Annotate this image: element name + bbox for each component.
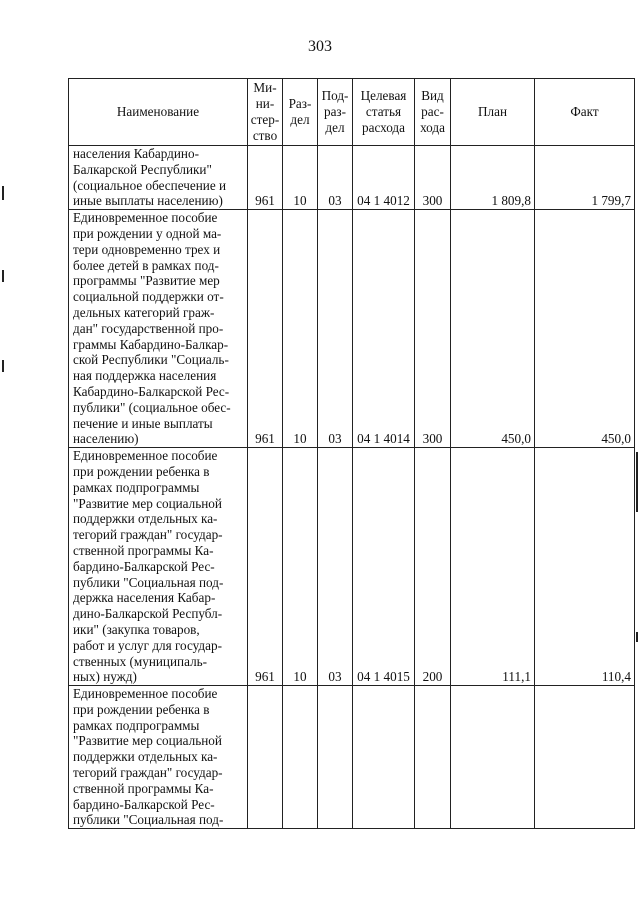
header-ministry: Ми- ни- стер- ство: [248, 79, 283, 146]
row-fact: 450,0: [535, 210, 635, 448]
scan-mark-left-top: [2, 186, 4, 200]
row-fact: 110,4: [535, 448, 635, 686]
row-target: [353, 686, 415, 829]
row-kind: 300: [415, 210, 451, 448]
header-plan: План: [451, 79, 535, 146]
row-kind: 300: [415, 146, 451, 210]
row-name: Единовременное пособие при рождении ребенка в рамках подпрограммы "Развитие мер социальной поддержки отдельных ка- тегорий граждан" государ- ственной программы Ка- бардино-Балкарской Рес- публики "Социальная под- держка населения Кабар- дино-Балкарской Республ- ики" (закупка товаров, работ и услуг для государ- ственных (муниципаль- ных) нужд): [69, 448, 248, 686]
header-name: Наименование: [69, 79, 248, 146]
header-kind: Вид рас- хода: [415, 79, 451, 146]
row-section: 10: [283, 448, 318, 686]
table-row: [69, 448, 635, 686]
scan-mark-left-middle: [2, 270, 4, 282]
scan-mark-right-bottom: [636, 632, 638, 642]
row-plan: 1 809,8: [451, 146, 535, 210]
row-plan: 450,0: [451, 210, 535, 448]
scan-mark-right-top: [636, 452, 638, 512]
row-ministry: 961: [248, 146, 283, 210]
row-kind: [415, 686, 451, 829]
row-fact: [535, 686, 635, 829]
row-subsection: 03: [318, 210, 353, 448]
header-row: [69, 79, 635, 146]
budget-table: [68, 78, 635, 829]
row-target: 04 1 4015: [353, 448, 415, 686]
row-subsection: [318, 686, 353, 829]
header-section: Раз- дел: [283, 79, 318, 146]
row-section: 10: [283, 146, 318, 210]
row-ministry: [248, 686, 283, 829]
row-section: 10: [283, 210, 318, 448]
header-target: Целевая статья расхода: [353, 79, 415, 146]
table-row: [69, 210, 635, 448]
row-kind: 200: [415, 448, 451, 686]
row-target: 04 1 4012: [353, 146, 415, 210]
page-number: 303: [308, 38, 332, 55]
row-subsection: 03: [318, 448, 353, 686]
scan-mark-left-bottom: [2, 360, 4, 372]
row-fact: 1 799,7: [535, 146, 635, 210]
row-plan: [451, 686, 535, 829]
header-subsection: Под- раз- дел: [318, 79, 353, 146]
row-section: [283, 686, 318, 829]
header-fact: Факт: [535, 79, 635, 146]
row-target: 04 1 4014: [353, 210, 415, 448]
row-ministry: 961: [248, 448, 283, 686]
row-name: Единовременное пособие при рождении ребенка в рамках подпрограммы "Развитие мер социальной поддержки отдельных ка- тегорий граждан" государ- ственной программы Ка- бардино-Балкарской Рес- публики "Социальная под-: [69, 686, 248, 829]
table-row: [69, 146, 635, 210]
row-ministry: 961: [248, 210, 283, 448]
row-subsection: 03: [318, 146, 353, 210]
row-plan: 111,1: [451, 448, 535, 686]
row-name: Единовременное пособие при рождении у одной ма- тери одновременно трех и более детей в рамках под- программы "Развитие мер социальной поддержки от- дельных категорий граж- дан" государственной про- граммы Кабардино-Балкар- ской Республики "Социаль- ная поддержка населения Кабардино-Балкарской Рес- публики" (социальное обес- печение и иные выплаты населению): [69, 210, 248, 448]
row-name: населения Кабардино- Балкарской Республики" (социальное обеспечение и иные выплаты населению): [69, 146, 248, 210]
table-row: [69, 686, 635, 829]
